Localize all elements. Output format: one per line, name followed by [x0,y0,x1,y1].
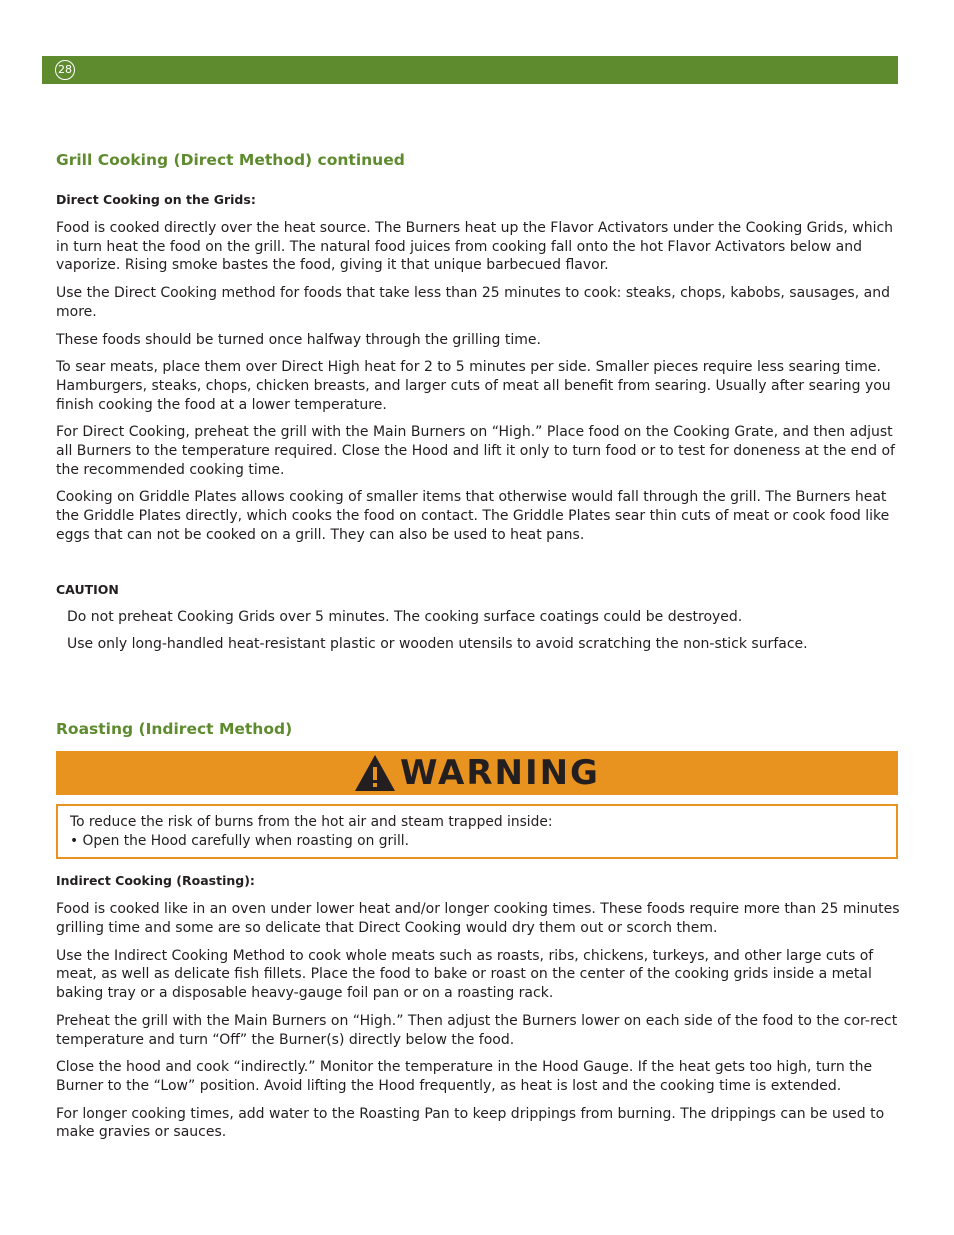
paragraph: Use the Direct Cooking method for foods that take less than 25 minutes to cook: steaks, chops, kabobs, sausages, and more. [56,285,890,320]
subheading-indirect: Indirect Cooking (Roasting): [56,873,255,889]
warning-label: WARNING [400,752,600,793]
warning-banner [56,751,898,795]
paragraph: These foods should be turned once halfway through the grilling time. [56,331,541,348]
subheading-direct-grids: Direct Cooking on the Grids: [56,192,256,207]
warning-line: To reduce the risk of burns from the hot air and steam trapped inside: [70,813,553,830]
header-bar [42,56,898,84]
paragraph: To sear meats, place them over Direct High heat for 2 to 5 minutes per side. Smaller pieces require less searing time. Hamburgers, steaks, chops, chicken breasts, and larger cuts of meat all benefit from searing. Usually after searing you finish cooking the food at a lower temperature. [56,359,891,413]
paragraph: Food is cooked like in an oven under lower heat and/or longer cooking times. These foods require more than 25 minutes grilling time and some are so delicate that Direct Cooking would dry them out or scorch them. [56,901,900,937]
caution-heading: CAUTION [56,581,119,597]
paragraph: For Direct Cooking, preheat the grill with the Main Burners on “High.” Place food on the Cooking Grate, and then adjust all Burners to the temperature required. Close the Hood and lift it only to turn food or to test for doneness at the end of the recommended cooking time. [56,424,895,478]
warning-message-box [56,804,898,859]
warning-triangle-icon [354,754,396,792]
paragraph: Close the hood and cook “indirectly.” Monitor the temperature in the Hood Gauge. If the heat gets too high, turn the Burner to the “Low” position. Avoid lifting the Hood frequently, as heat is lost and the cooking time is extended. [56,1059,873,1094]
section-heading-roasting: Roasting (Indirect Method) [56,719,293,738]
page-number: 28 [55,60,75,80]
paragraph: Use the Indirect Cooking Method to cook whole meats such as roasts, ribs, chickens, turkeys, and other large cuts of meat, as well as delicate fish fillets. Place the food to bake or roast on the center of the cooking grids inside a metal baking tray or a disposable heavy-gauge foil pan or on a roasting rack. [56,947,874,1002]
caution-item: Use only long-handled heat-resistant plastic or wooden utensils to avoid scratching the non-stick surface. [67,636,808,653]
page-content [56,150,901,1142]
paragraph: Cooking on Griddle Plates allows cooking of smaller items that otherwise would fall through the grill. The Burners heat the Griddle Plates directly, which cooks the food on contact. The Griddle Plates sear thin cuts of meat or cook food like eggs that can not be cooked on a grill. They can also be used to heat pans. [56,489,890,543]
warning-line: • Open the Hood carefully when roasting on grill. [70,832,410,849]
paragraph: Preheat the grill with the Main Burners on “High.” Then adjust the Burners lower on each side of the food to the cor-rect temperature and turn “Off” the Burner(s) directly below the food. [56,1012,898,1048]
caution-item: Do not preheat Cooking Grids over 5 minutes. The cooking surface coatings could be destroyed. [67,608,743,625]
section-heading-direct: Grill Cooking (Direct Method) continued [56,151,405,169]
paragraph: Food is cooked directly over the heat source. The Burners heat up the Flavor Activators under the Cooking Grids, which in turn heat the food on the grill. The natural food juices from cooking fall onto the hot Flavor Activators below and vaporize. Rising smoke bastes the food, giving it that unique barbecued flavor. [56,220,894,274]
paragraph: For longer cooking times, add water to the Roasting Pan to keep drippings from burning. The drippings can be used to make gravies or sauces. [56,1105,885,1141]
